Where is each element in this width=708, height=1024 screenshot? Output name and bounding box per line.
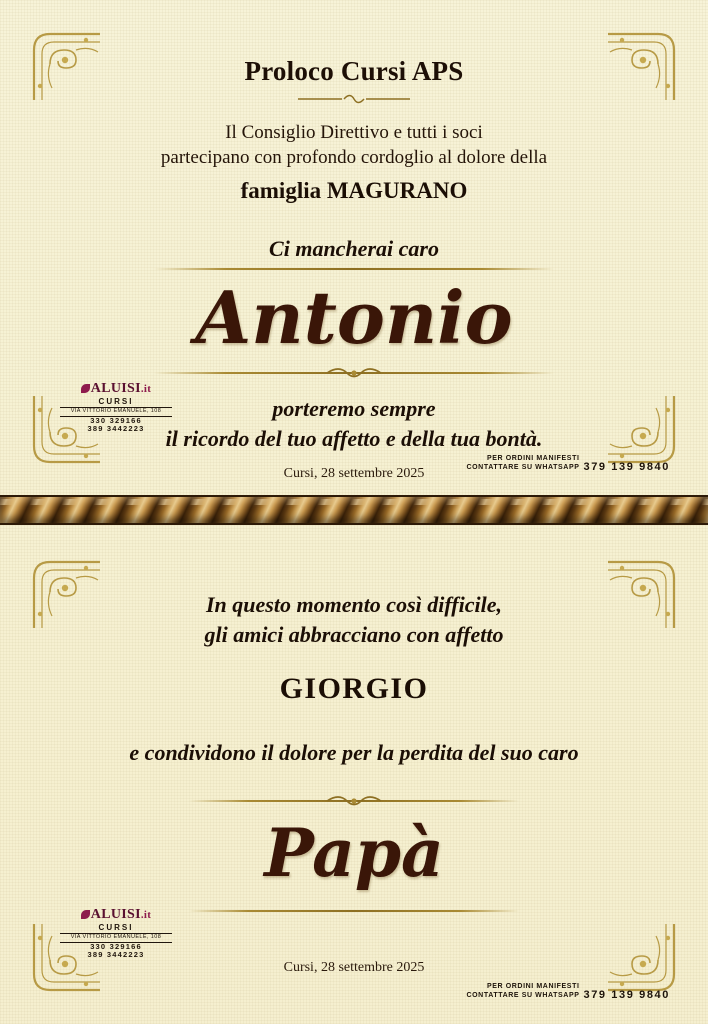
brand-name: ALUISI.it [60, 908, 172, 923]
whatsapp-note-line-1: PER ORDINI MANIFESTI [486, 983, 580, 990]
closing-line-2: il ricordo del tuo affetto e della tua bontà. [165, 425, 543, 451]
closing-line-1: porteremo sempre [272, 396, 436, 421]
logo-phone-1: 330 329166 [90, 415, 142, 425]
announcement-date: Cursi, 28 settembre 2025 [283, 466, 425, 481]
printer-logo [60, 382, 172, 433]
bottom-intro-line-2: gli amici abbracciano con affetto [204, 621, 504, 647]
bottom-announcement-card [0, 528, 708, 1024]
logo-address: VIA VITTORIO EMANUELE, 108 [60, 407, 172, 417]
bottom-middle-line: e condividono il dolore per la perdita del suo caro [129, 740, 579, 765]
bottom-intro-line-1: In questo momento così difficile, [206, 592, 502, 617]
flower-icon [81, 910, 90, 919]
intro-line-2: partecipano con profondo cordoglio al dolore della [160, 147, 548, 169]
rule-knot-ornament [325, 793, 383, 809]
pre-name-text: Ci mancherai caro [269, 236, 439, 261]
whatsapp-order-note [466, 983, 670, 1001]
whatsapp-number: 379 139 9840 [583, 988, 670, 1001]
whatsapp-note-line-2: CONTATTARE SU WHATSAPP [466, 463, 580, 471]
top-announcement-card [0, 0, 708, 496]
intro-line-1: Il Consiglio Direttivo e tutti i soci [225, 122, 483, 143]
logo-address: VIA VITTORIO EMANUELE, 108 [60, 933, 172, 943]
bottom-announcement-date: Cursi, 28 settembre 2025 [283, 960, 425, 975]
whatsapp-note-line-1: PER ORDINI MANIFESTI [486, 455, 580, 462]
bottom-name-top-rule [0, 800, 708, 812]
logo-phone-2: 389 3442223 [87, 423, 145, 433]
relationship-name: Papà [264, 814, 444, 892]
logo-phone-1: 330 329166 [90, 941, 142, 951]
honoree-name: GIORGIO [279, 672, 429, 705]
whatsapp-note-line-2: CONTATTARE SU WHATSAPP [466, 991, 580, 999]
rope-divider [0, 487, 708, 529]
logo-city: CURSI [98, 922, 134, 932]
family-name: famiglia MAGURANO [240, 178, 468, 203]
logo-phone-2: 389 3442223 [87, 949, 145, 959]
deceased-name: Antonio [195, 275, 513, 360]
logo-city: CURSI [98, 396, 134, 406]
whatsapp-order-note [466, 455, 670, 473]
whatsapp-number: 379 139 9840 [583, 460, 670, 473]
title-flourish-ornament [294, 91, 414, 105]
printer-logo [60, 908, 172, 959]
organization-title: Proloco Cursi APS [244, 56, 464, 86]
brand-name: ALUISI.it [60, 382, 172, 397]
rule-knot-ornament [325, 365, 383, 381]
flower-icon [81, 384, 90, 393]
